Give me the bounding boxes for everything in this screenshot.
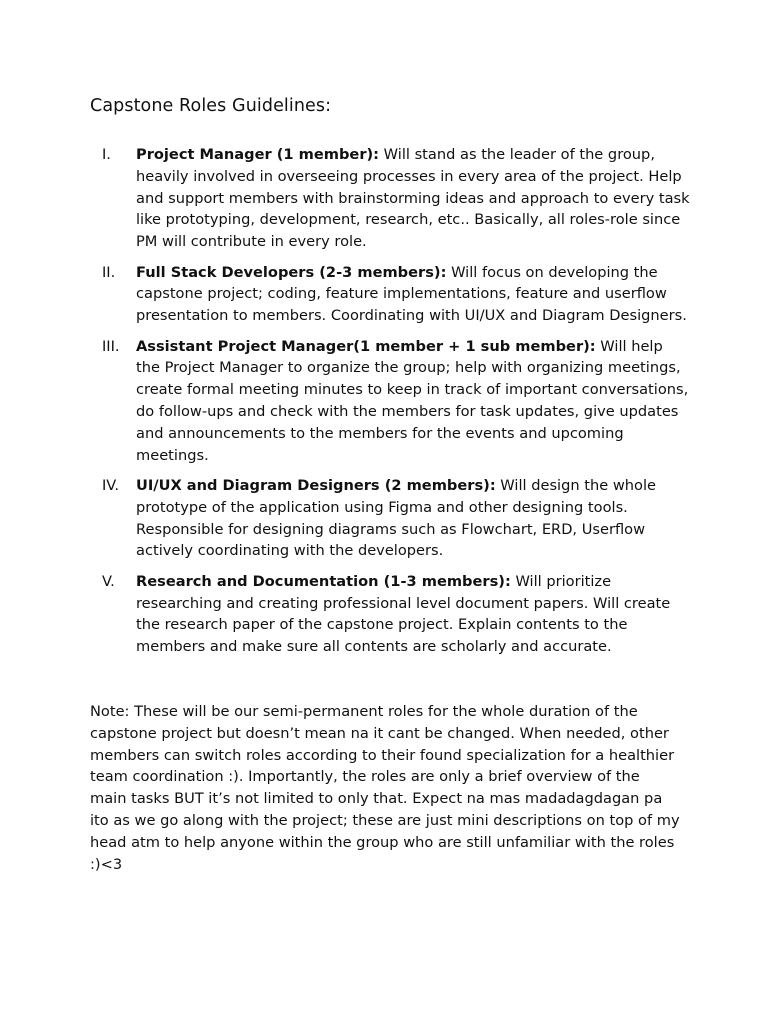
role-numeral: III. bbox=[102, 337, 120, 355]
role-name: Research and Documentation (1-3 members): bbox=[136, 572, 511, 590]
role-description: Will focus on developing the capstone project; coding, feature implementations, feature and userflow presentation to members. Coordinating with UI/UX and Diagram Designers. bbox=[136, 263, 687, 325]
role-numeral: V. bbox=[102, 572, 115, 590]
role-item-full-stack-developers bbox=[90, 262, 690, 327]
role-numeral: IV. bbox=[102, 476, 120, 494]
role-item-assistant-project-manager bbox=[90, 336, 690, 467]
role-item-research-documentation bbox=[90, 571, 690, 658]
role-description: Will help the Project Manager to organize the group; help with organizing meetings, create formal meeting minutes to keep in track of important conversations, do follow-ups and check with the members for task updates, give updates and announcements to the members for the events and upcoming meetings. bbox=[136, 337, 689, 464]
role-name: UI/UX and Diagram Designers (2 members): bbox=[136, 476, 496, 494]
note-paragraph: Note: These will be our semi-permanent roles for the whole duration of the capstone project but doesn’t mean na it cant be changed. When needed, other members can switch roles according to their found specialization for a healthier team coordination :). Importantly, the roles are only a brief overview of the main tasks BUT it’s not limited to only that. Expect na mas madadagdagan pa ito as we go along with the project; these are just mini descriptions on top of my head atm to help anyone within the group who are still unfamiliar with the roles :)<3 bbox=[90, 703, 680, 873]
role-name: Assistant Project Manager(1 member + 1 sub member): bbox=[136, 337, 596, 355]
role-numeral: I. bbox=[102, 146, 111, 163]
document-title: Capstone Roles Guidelines: bbox=[90, 96, 332, 116]
role-name: Full Stack Developers (2-3 members): bbox=[136, 263, 447, 281]
role-item-ui-ux-designers bbox=[90, 475, 690, 562]
role-name: Project Manager (1 member): bbox=[136, 146, 380, 163]
role-description: Will prioritize researching and creating professional level document papers. Will create the research paper of the capstone project. Explain contents to the members and make sure all contents are scholarly and accurate. bbox=[136, 572, 671, 656]
role-item-project-manager bbox=[90, 144, 690, 253]
role-description: Will design the whole prototype of the application using Figma and other designing tools. Responsible for designing diagrams such as Flowchart, ERD, Userflow actively coordinating with the developers. bbox=[136, 476, 656, 560]
roles-list bbox=[90, 144, 690, 667]
role-numeral: II. bbox=[102, 263, 116, 281]
role-description: Will stand as the leader of the group, heavily involved in overseeing processes in every area of the project. Help and support members with brainstorming ideas and approach to every task like prototyping, development, research, etc.. Basically, all roles-role since PM will contribute in every role. bbox=[136, 146, 690, 251]
